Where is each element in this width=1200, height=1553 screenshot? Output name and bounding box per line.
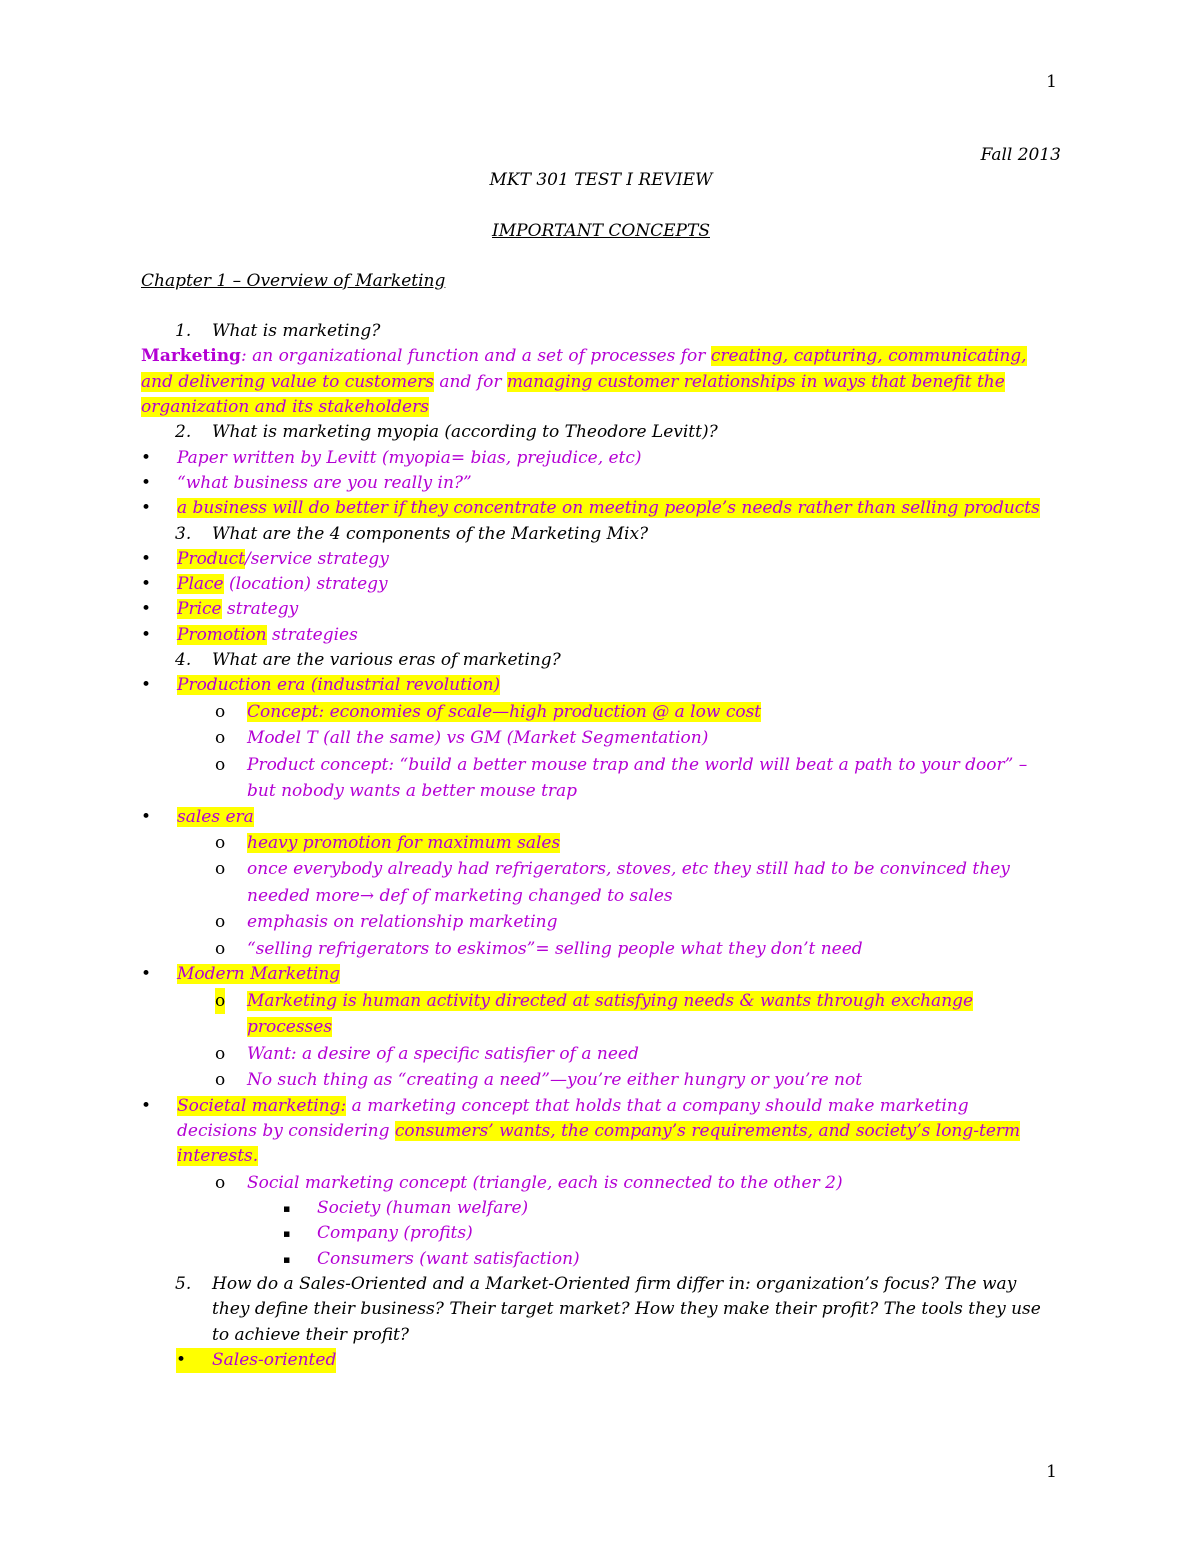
question-number: 1. — [175, 321, 192, 342]
list-item: o Product concept: “build a better mouse trap and the world will beat a path to your door” – — [215, 754, 1028, 775]
mix-product: • Product/service strategy — [141, 547, 1061, 572]
mix-promotion: • Promotion strategies — [141, 623, 1061, 648]
mix-price: • Price strategy — [141, 597, 1061, 622]
era-societal: • Societal marketing: a marketing concept that holds that a company should make marketing — [141, 1094, 1061, 1119]
era-sales: • sales era — [141, 805, 1061, 830]
definition-term: Marketing — [141, 346, 241, 367]
list-item: o Marketing is human activity directed at satisfying needs & wants through exchange — [141, 988, 1061, 1015]
document-body — [141, 143, 1061, 1373]
question-1: 1. What is marketing? — [141, 319, 1061, 344]
list-item: • a business will do better if they concentrate on meeting people’s needs rather than selling products — [141, 496, 1061, 521]
question-2: 2. What is marketing myopia (according to Theodore Levitt)? — [175, 422, 718, 443]
list-item-continued: needed more→ def of marketing changed to sales — [247, 885, 673, 906]
list-item: o Concept: economies of scale—high production @ a low cost — [215, 701, 762, 722]
definition-line-2: and delivering value to customers and for managing customer relationships in ways that benefit the — [141, 371, 1005, 392]
list-item: • “what business are you really in?” — [141, 471, 1061, 496]
era-production: • Production era (industrial revolution) — [141, 673, 1061, 698]
question-4: 4. What are the various eras of marketing? — [175, 650, 561, 671]
list-item: o “selling refrigerators to eskimos”= selling people what they don’t need — [215, 938, 863, 959]
list-item-continued: processes — [247, 1017, 333, 1038]
list-item: • Paper written by Levitt (myopia= bias, prejudice, etc) — [141, 446, 1061, 471]
question-5-line-3: to achieve their profit? — [212, 1324, 409, 1345]
question-3: 3. What are the 4 components of the Marketing Mix? — [175, 523, 649, 544]
list-item-continued: decisions by considering consumers’ wants, the company’s requirements, and society’s long-term — [177, 1121, 1021, 1142]
list-item: o Want: a desire of a specific satisfier of a need — [215, 1043, 639, 1064]
chapter-heading: Chapter 1 – Overview of Marketing — [141, 270, 446, 291]
question-5-line-2: they define their business? Their target market? How they make their profit? The tools they use — [212, 1299, 1041, 1320]
list-item: ▪ Company (profits) — [283, 1223, 473, 1244]
list-item-continued: but nobody wants a better mouse trap — [247, 781, 578, 802]
doc-title: MKT 301 TEST I REVIEW — [489, 170, 713, 191]
list-item: • Sales-oriented — [141, 1348, 1061, 1373]
definition-line-1: Marketing: an organizational function and a set of processes for creating, capturing, communicating, — [141, 346, 1027, 367]
list-item: o once everybody already had refrigerators, stoves, etc they still had to be convinced they — [215, 859, 1010, 880]
list-item: o Model T (all the same) vs GM (Market Segmentation) — [215, 728, 709, 749]
mix-place: • Place (location) strategy — [141, 572, 1061, 597]
list-item: o No such thing as “creating a need”—you’re either hungry or you’re not — [215, 1070, 863, 1091]
term-label: Fall 2013 — [980, 145, 1061, 165]
era-modern: • Modern Marketing — [141, 962, 1061, 987]
page-number-bottom: 1 — [1046, 1462, 1057, 1482]
list-item: ▪ Society (human welfare) — [283, 1198, 529, 1219]
list-item: o emphasis on relationship marketing — [215, 912, 558, 933]
list-item: ▪ Consumers (want satisfaction) — [283, 1248, 580, 1269]
list-item-continued: interests. — [177, 1146, 259, 1167]
definition-line-3: organization and its stakeholders — [141, 397, 429, 418]
doc-subtitle: IMPORTANT CONCEPTS — [492, 220, 710, 241]
list-item: o heavy promotion for maximum sales — [215, 832, 561, 853]
question-5: 5. How do a Sales-Oriented and a Market-Oriented firm differ in: organization’s focus? The way — [175, 1274, 1017, 1295]
page-number-top: 1 — [1046, 72, 1057, 92]
list-item: o Social marketing concept (triangle, each is connected to the other 2) — [215, 1172, 843, 1193]
